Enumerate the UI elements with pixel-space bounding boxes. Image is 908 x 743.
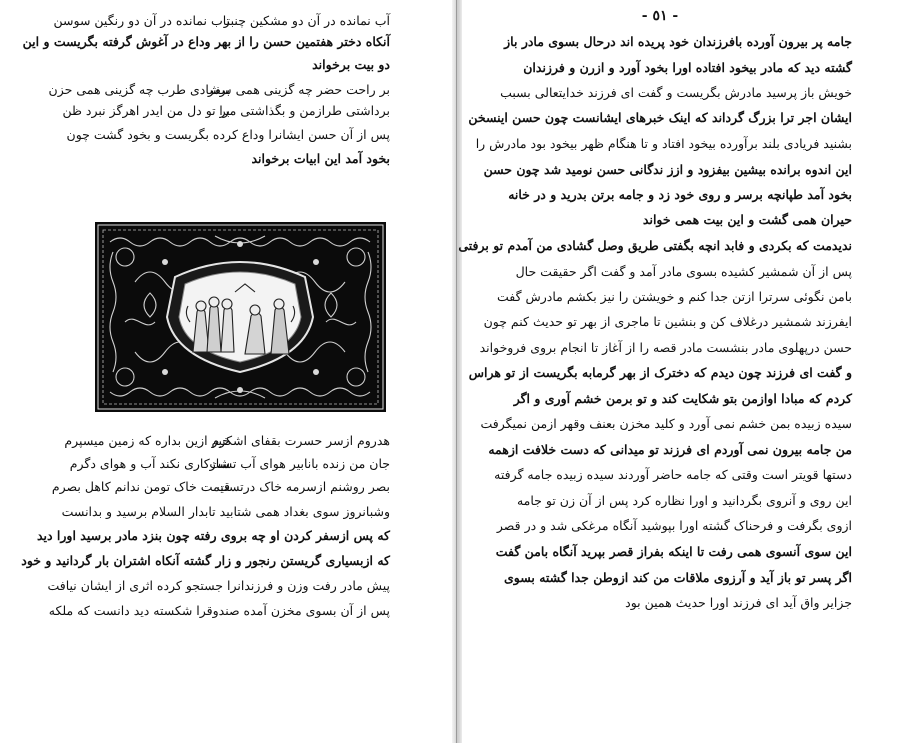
- verse-couplet: [62, 102, 390, 121]
- prose-line: که پس ازسفر کردن او چه بروی رفته چون بنزد مادر برسید اورا دید: [36, 528, 390, 543]
- prose-line: بامن نگوئی سرترا ازتن جدا کنم و خویشتن را نیز بکشم مادرش گفت: [496, 289, 852, 304]
- verse-couplet: [66, 455, 390, 474]
- prose-line: سیده زبیده بمن خشم نمی آورد و کلید مخزن بعنف وقهر ازمن نمیگرفت: [480, 416, 852, 431]
- prose-line: ایشان اجر ترا بزرگ گرداند که اینک خبرهای ایشانست چون حسن اینسخن: [468, 110, 852, 125]
- prose-line: بشنید فریادی بلند برآورده بیخود افتاد و تا هنگام ظهر بیخود بود مادرش را: [475, 136, 852, 151]
- left-page: [0, 0, 452, 743]
- prose-line: اگر پسر تو باز آید و آرزوی ملاقات من کند ازوطن جدا گشته بسوی: [503, 570, 852, 585]
- prose-line: گشته دید که مادر بیخود افتاده اورا بخود آورد و ازرن و فرزندان: [523, 60, 852, 75]
- page-number: - ٥١ -: [641, 8, 679, 24]
- prose-line: دو بیت برخواند: [312, 57, 390, 72]
- prose-line: ایفرزند شمشیر درغلاف کن و بنشین تا ماجری از بهر تو حدیث کنم چون: [483, 314, 852, 329]
- prose-line: کردم که مبادا اوازمن بتو شکایت کند و تو برمن خشم آوری و اگر: [513, 391, 852, 406]
- verse-line: ندیدمت که بکردی و فابد انچه بگفتی طریق وصل گشادی من آمدم تو برفتی: [458, 238, 852, 253]
- verse-couplet: [53, 12, 390, 31]
- prose-line: آنکاه دختر هفتمین حسن را از بهر وداع در آغوش گرفته بگریست و این: [22, 34, 390, 49]
- prose-line: بخود آمد این ابیات برخواند: [251, 151, 390, 166]
- prose-line: خویش باز پرسید مادرش بگریست و گفت ای فرزند خدایتعالی بسبب: [500, 85, 852, 100]
- prose-line: ازوی بگرفت و فرحناک گشته اورا بپوشید آنگاه مرغکی شد و در قصر: [496, 518, 852, 533]
- book-gutter: [452, 0, 462, 743]
- verse-hemistich-right: شازکاری نکند آب و هوای دگرم: [69, 456, 230, 471]
- prose-line: بخود آمد طپانچه برسر و روی خود زد و جامه برتن بدرید و در خانه: [508, 187, 852, 202]
- right-page: [458, 0, 908, 743]
- verse-hemistich-right: قیمت خاک تومن ندانم کاهل بصرم: [51, 479, 230, 494]
- verse-hemistich-left: بر راحت حضر چه گزینی همی سفر: [207, 82, 390, 97]
- prose-line: که ازبسیاری گریستن رنجور و زار گشته آنکاه اشتران بار گردانید و خود: [21, 553, 390, 568]
- prose-line: جامه پر بیرون آورده بافرزندان خود پریده اند درحال بسوی مادر باز: [504, 34, 852, 49]
- prose-line: دستها قویتر است وقتی که جامه حاضر آوردند سیده زبیده جامه گرفته: [494, 467, 852, 482]
- prose-line: من جامه بیرون نمی آوردم ای فرزند تو میدانی که دست خلافت ازهمه: [488, 442, 852, 457]
- verse-hemistich-right: برشادی طرب چه گزینی همی حزن: [48, 82, 230, 97]
- verse-hemistich-left: جان من زنده بانابیر هوای آب تست: [209, 456, 390, 471]
- prose-line: جزایر واق آید ای فرزند اورا حدیث همین بود: [625, 595, 852, 610]
- verse-hemistich-left: برداشتی طرازمن و بگذاشتی مرا: [219, 103, 390, 118]
- prose-line: پیش مادر رفت وزن و فرزندانرا جستجو کرده اثری از ایشان نیافت: [47, 578, 390, 593]
- verse-hemistich-left: هدروم ازسر حسرت بقفای اشکرم: [211, 433, 390, 448]
- prose-line: و گفت ای فرزند چون دیدم که دخترک از بهر گرمابه بگریست از تو هراس: [468, 365, 852, 380]
- prose-line: این اندوه برانده بیشین بیفزود و ازز ندگانی حسن نومید شد چون حسن: [483, 162, 852, 177]
- verse-hemistich-right: خبر ازین بداره که زمین میسپرم: [64, 433, 230, 448]
- prose-line: حیران همی گشت و این بیت همی خواند: [642, 212, 852, 227]
- verse-hemistich-right: بر تو دل من ایدر اهرگز نبرد ظن: [62, 103, 230, 118]
- prose-line: وشبانروز سوی بغداد همی شتابید تابدار السلام برسید و بدانست: [61, 504, 390, 519]
- prose-line: حسن درپهلوی مادر بنشست مادر قصه را از آغاز تا انجام بروی فروخواند: [479, 340, 852, 355]
- engraved-illustration: [95, 222, 386, 412]
- verse-hemistich-left: بصر روشنم ازسرمه خاک درتست: [216, 479, 390, 494]
- prose-line: پس از آن شمشیر کشیده بسوی مادر آمد و گفت اگر حقیقت حال: [515, 264, 852, 279]
- verse-couplet: [48, 81, 390, 100]
- verse-couplet: [51, 478, 390, 497]
- prose-line: این سوی آنسوی همی رفت تا اینکه بفراز قصر بپرید آنگاه بامن گفت: [495, 544, 852, 559]
- verse-hemistich-right: تاب نمانده در آن دو رنگین سوسن: [53, 13, 230, 28]
- ornamental-engraving-figures: [95, 222, 386, 412]
- prose-line: این روی و آنروی بگردانید و اورا نظاره کرد پس از آن زن تو جامه: [516, 493, 852, 508]
- prose-line: پس از آن بسوی مخزن آمده صندوقرا شکسته دید دانست که ملکه: [48, 603, 390, 618]
- prose-line: پس از آن حسن ایشانرا وداع کرده بگریست و بخود گشت چون: [66, 127, 390, 142]
- verse-hemistich-left: آب نمانده در آن دو مشکین چنبر: [223, 13, 390, 28]
- verse-couplet: [66, 432, 390, 451]
